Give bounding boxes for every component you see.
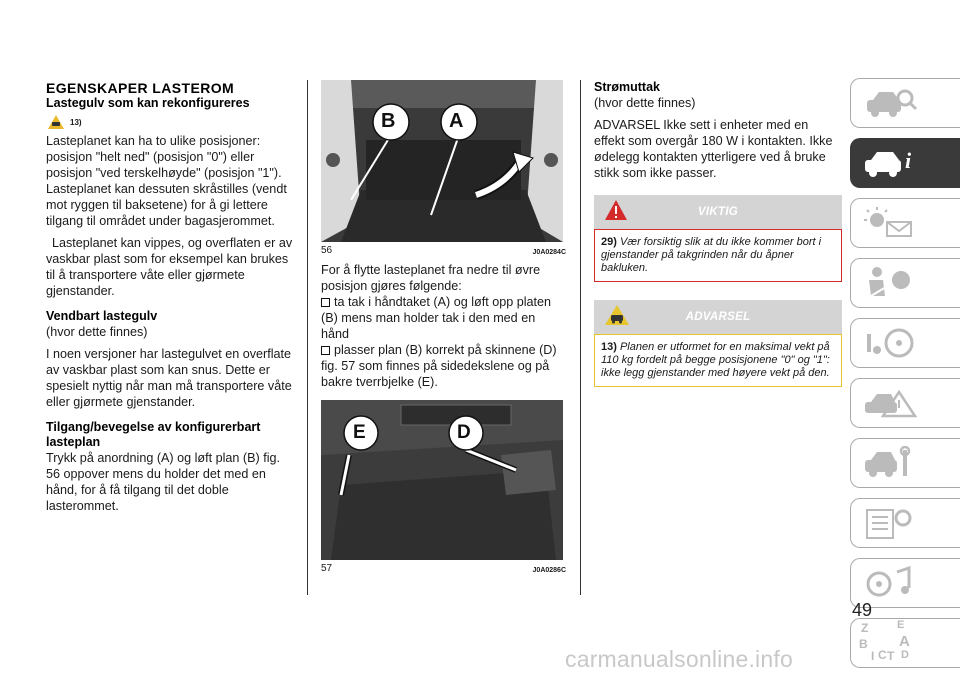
figure-code: J0A0284C [532, 249, 566, 256]
note-number: 13) [601, 341, 617, 353]
index-letter: T [887, 649, 895, 663]
paragraph: Trykk på anordning (A) og løft plan (B) fig. 56 oppover mens du holder det med en hånd, for å få tilgang til det doble lasterommet. [46, 451, 281, 513]
figure-caption [321, 245, 566, 256]
index-letter: E [897, 619, 905, 631]
column-1 [46, 80, 296, 514]
tab-seat-airbag[interactable] [850, 258, 960, 308]
bullet-item [321, 294, 566, 342]
subsection-title: Lastegulv som kan rekonfigureres [46, 96, 250, 110]
watermark: carmanualsonline.info [565, 646, 793, 672]
column-3 [594, 80, 842, 387]
subsection-title: Tilgang/bevegelse av konfigurerbart lasteplan [46, 420, 261, 449]
viktig-header [594, 195, 842, 229]
paragraph: For å flytte lasteplanet fra nedre til øvre posisjon gjøres følgende: [321, 263, 541, 293]
bullet-item [321, 342, 566, 390]
tab-car-crash[interactable] [850, 378, 960, 428]
figure-label-e: E [353, 422, 366, 443]
car-search-icon [863, 86, 919, 120]
index-letter: D [901, 649, 909, 661]
figure-code: J0A0286C [532, 567, 566, 574]
chapter-tabs [850, 78, 960, 678]
availability-note: (hvor dette finnes) [46, 325, 148, 339]
bullet-square-icon [321, 298, 330, 307]
figure-number: 56 [321, 245, 333, 256]
multimedia-icon [863, 566, 919, 600]
car-wrench-icon [863, 446, 919, 480]
index-letter: C [878, 648, 887, 662]
viktig-title: VIKTIG [697, 206, 739, 218]
subsection-title: Strømuttak [594, 80, 660, 94]
car-crash-icon [863, 386, 919, 420]
tab-warning-lights[interactable] [850, 198, 960, 248]
index-letter: Z [861, 621, 869, 635]
spec-list-gear-icon [863, 506, 919, 540]
column-divider [580, 80, 581, 595]
bullet-square-icon [321, 346, 330, 355]
bullet-text: plasser plan (B) korrekt på skinnene (D) fig. 57 som finnes på sidedekslene og på bakre tverrbjelke (E). [321, 343, 557, 389]
section-title: EGENSKAPER LASTEROM [46, 80, 235, 96]
availability-note: (hvor dette finnes) [594, 96, 696, 110]
index-letter: B [859, 637, 868, 651]
trunk-photo-illustration [321, 80, 563, 242]
viktig-box [594, 229, 842, 282]
paragraph: ADVARSEL Ikke sett i enheter med en effekt som overgår 180 W i kontakten. Ikke ødelegg kontakten ytterligere ved å bruke stikk som ikke passer. [594, 118, 833, 180]
bullet-text: ta tak i håndtaket (A) og løft opp platen (B) mens man holder tak i den med en hånd [321, 295, 552, 341]
warning-lights-icon [863, 206, 919, 240]
tab-spec-list[interactable] [850, 498, 960, 548]
car-info-icon [863, 146, 919, 180]
tab-car-search[interactable] [850, 78, 960, 128]
note-text: Vær forsiktig slik at du ikke kommer bort i gjenstander på takgrinden når du åpner bakluken. [601, 236, 822, 274]
figure-label-a: A [449, 110, 464, 132]
svg-text:i: i [905, 148, 912, 173]
warning-car-icon [604, 304, 630, 326]
tab-steering[interactable] [850, 318, 960, 368]
figure-label-b: B [381, 110, 396, 132]
seat-airbag-icon [863, 266, 919, 300]
column-divider [307, 80, 308, 595]
figure-number: 57 [321, 563, 333, 574]
column-2 [321, 80, 566, 580]
advarsel-box [594, 334, 842, 387]
tab-car-info[interactable] [850, 138, 960, 188]
subsection-title: Vendbart lastegulv [46, 309, 158, 323]
figure-caption [321, 563, 566, 574]
paragraph: I noen versjoner har lastegulvet en overflate av vaskbar plast som kan snus. Dette er spesielt nyttig når man må transportere våte eller gjørmete gjenstander. [46, 347, 292, 409]
figure-label-d: D [457, 422, 471, 443]
paragraph: Lasteplanet kan ha to ulike posisjoner: posisjon "helt ned" (posisjon "0") eller posisjon "ved terskelhøyde" (posisjon "1"). Lasteplanet kan dessuten skråstilles (vendt mot ryggen til baksetene) for å gi lettere tilgang til området under bagasjerommet. [46, 134, 287, 228]
warning-ref-number: 13) [70, 117, 82, 127]
tab-index[interactable] [850, 618, 960, 668]
figure-56-photo [321, 80, 563, 242]
tab-car-wrench[interactable] [850, 438, 960, 488]
figure-57-photo [321, 400, 563, 560]
warning-reference [48, 115, 296, 129]
advarsel-title: ADVARSEL [685, 311, 751, 323]
index-letter: I [871, 649, 875, 663]
note-number: 29) [601, 236, 617, 248]
warning-triangle-icon [604, 199, 628, 221]
index-letter: A [899, 633, 910, 650]
steering-icon [863, 326, 919, 360]
page-number: 49 [852, 600, 873, 620]
note-text: Planen er utformet for en maksimal vekt på 110 kg fordelt på begge posisjonene "0" og "1": ikke legg gjenstander med høyere vekt på den. [601, 341, 830, 379]
paragraph: Lasteplanet kan vippes, og overflaten er av vaskbar plast som for eksempel kan brukes til å transportere våte eller gjørmete gjenstander. [46, 236, 293, 298]
advarsel-header [594, 300, 842, 334]
warning-car-icon [48, 115, 64, 129]
